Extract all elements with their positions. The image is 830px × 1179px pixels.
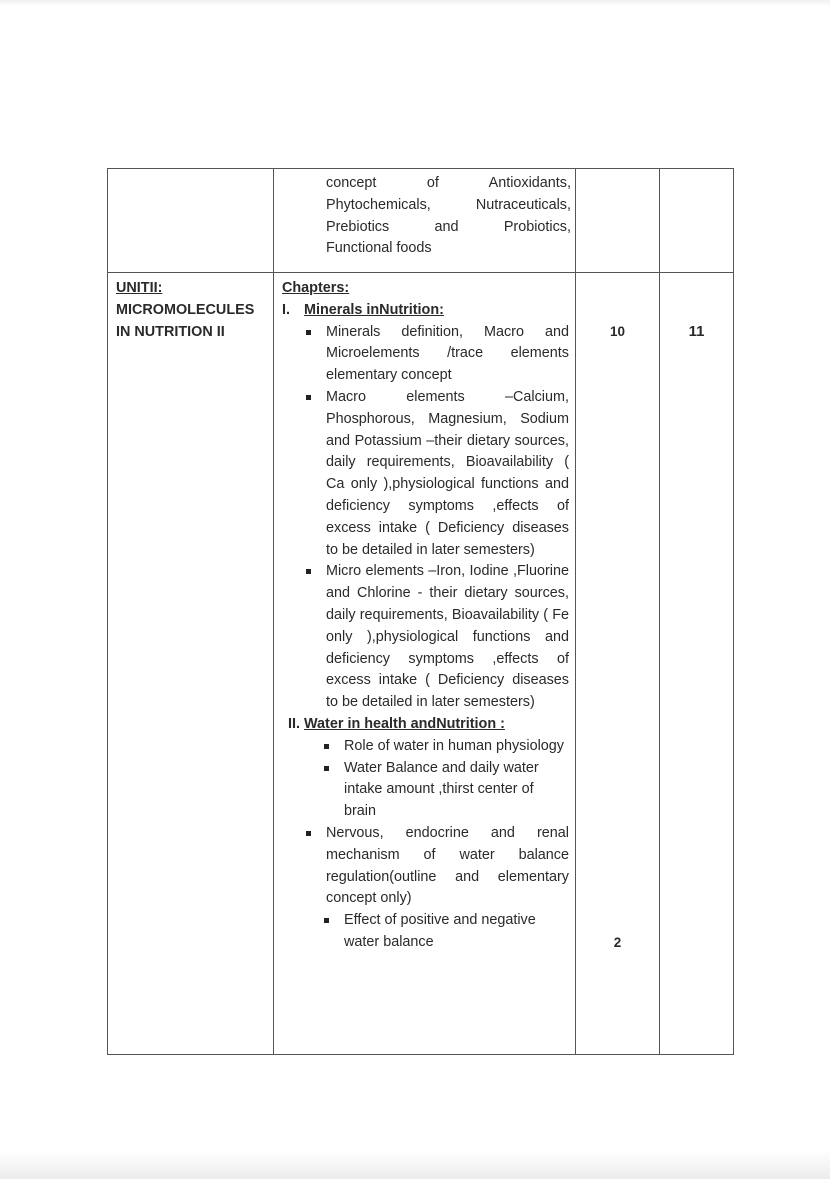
continued-line: Prebiotics and Probiotics, (326, 218, 571, 235)
list-item (282, 823, 569, 910)
total-hours-value: 11 (688, 323, 705, 340)
water-bullet-list-b (282, 823, 569, 910)
section-heading-water (282, 714, 569, 736)
list-item (282, 910, 569, 954)
list-item (282, 561, 569, 714)
content-cell-continued (274, 169, 576, 273)
unit-cell (108, 273, 274, 1055)
chapters-heading: Chapters: (282, 280, 350, 296)
continued-line: concept of Antioxidants, (326, 175, 571, 191)
list-item (282, 736, 569, 758)
scan-edge-bottom (0, 1151, 830, 1179)
hours-cell (576, 273, 660, 1055)
table-row-unit-2 (108, 273, 734, 1055)
total-cell (660, 273, 734, 1055)
list-item-text: Water Balance and daily water intake amount ,thirst center of brain (344, 759, 539, 820)
square-bullet-icon (324, 918, 329, 923)
list-item-text: Effect of positive and negative water balance (344, 912, 536, 950)
list-item-text: Macro elements –Calcium, Phosphorous, Magnesium, Sodium and Potassium –their dietary sources, daily requirements, Bioavailability ( Ca only ),physiological functions and deficiency symptoms ,effects of excess intake ( Deficiency diseases to be detailed in later semesters) (326, 388, 569, 558)
hours-water-value: 2 (613, 934, 622, 950)
list-item-text: Role of water in human physiology (344, 737, 564, 754)
square-bullet-icon (306, 395, 311, 400)
square-bullet-icon (324, 744, 329, 749)
unit-title-line: IN NUTRITION II (116, 323, 225, 340)
square-bullet-icon (306, 831, 311, 836)
table-row-continued (108, 169, 734, 273)
total-cell-empty (660, 169, 734, 273)
hours-minerals-value: 10 (609, 324, 626, 339)
minerals-bullet-list (282, 322, 569, 714)
list-item-text: Minerals definition, Macro and Microelements /trace elements elementary concept (326, 323, 569, 384)
continued-line: Phytochemicals, Nutraceuticals, (326, 196, 571, 213)
hours-cell-empty (576, 169, 660, 273)
syllabus-table (107, 168, 734, 1055)
section-title: Minerals inNutrition: (304, 301, 444, 318)
list-item (282, 387, 569, 561)
list-item (282, 758, 569, 823)
list-item (282, 322, 569, 387)
section-heading-minerals (282, 300, 569, 322)
square-bullet-icon (306, 569, 311, 574)
water-bullet-list-c (282, 910, 569, 954)
list-item-text: Micro elements –Iron, Iodine ,Fluorine and Chlorine - their dietary sources, daily requirements, Bioavailability ( Fe only ),physiological functions and deficiency symptoms ,effects of excess intake ( Deficiency diseases to be detailed in later semesters) (326, 563, 569, 711)
unit-code: UNITII: (116, 280, 163, 296)
unit-cell-empty (108, 169, 274, 273)
square-bullet-icon (306, 330, 311, 335)
section-numeral: II. (288, 715, 300, 732)
scan-edge-top (0, 0, 830, 6)
unit-title-line: MICROMOLECULES (116, 301, 255, 318)
continued-line: Functional foods (326, 240, 432, 257)
list-item-text: Nervous, endocrine and renal mechanism of water balance regulation(outline and elementary concept only) (326, 824, 569, 907)
section-title: Water in health andNutrition : (304, 715, 505, 732)
section-numeral: I. (282, 301, 290, 318)
water-bullet-list-a (282, 736, 569, 823)
square-bullet-icon (324, 766, 329, 771)
content-cell (274, 273, 576, 1055)
